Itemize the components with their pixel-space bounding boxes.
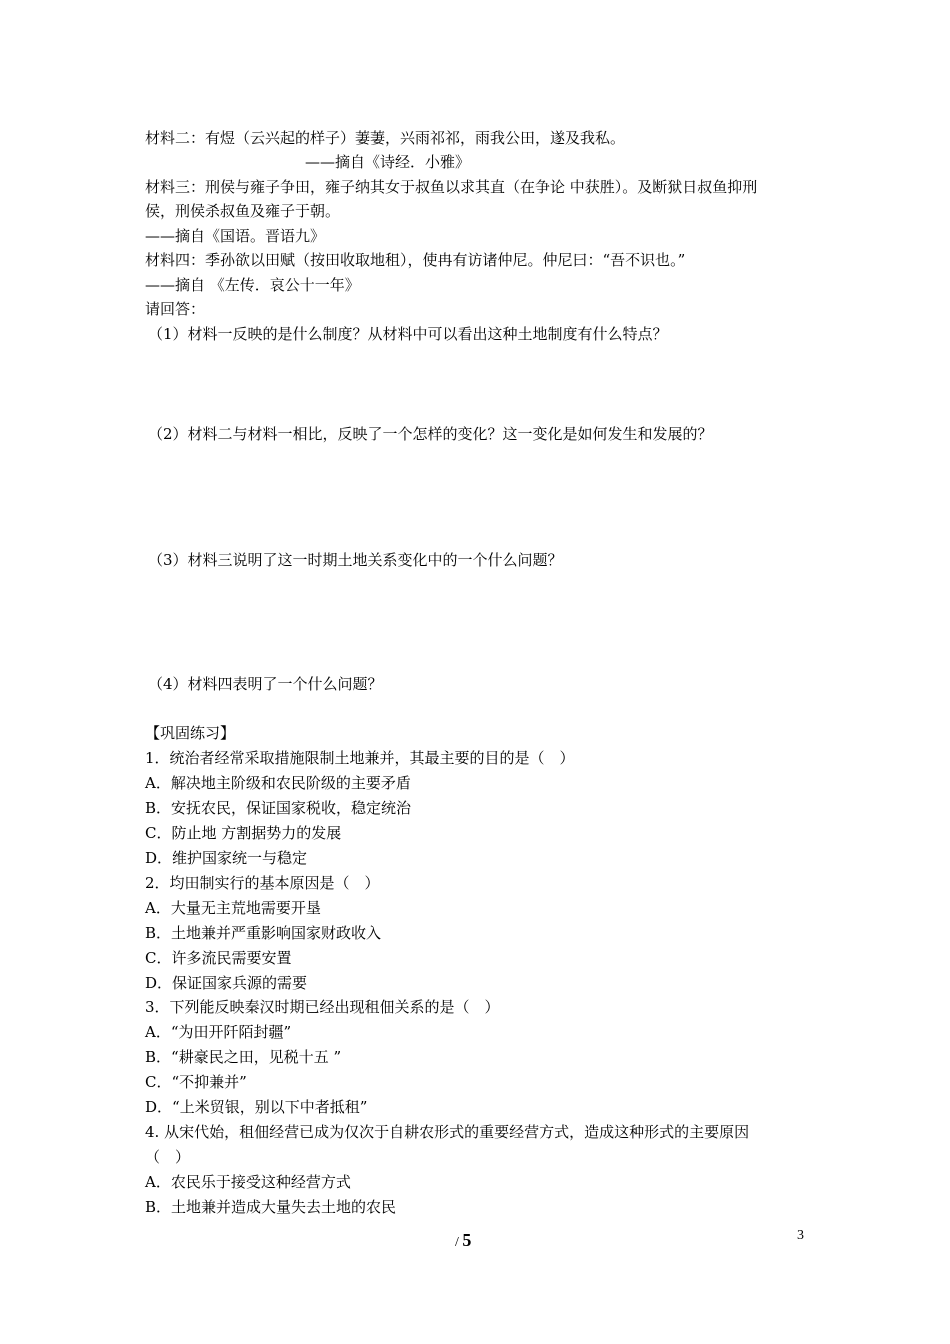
practice-4-stem-line-1: 4. 从宋代始，租佃经营已成为仅次于自耕农形式的重要经营方式，造成这种形式的主要原因 (145, 1123, 750, 1141)
practice-4-option-b: B．土地兼并造成大量失去土地的农民 (145, 1198, 397, 1216)
question-4: （4）材料四表明了一个什么问题？ (148, 675, 383, 693)
practice-2-option-d: D．保证国家兵源的需要 (145, 974, 308, 992)
question-1: （1）材料一反映的是什么制度？从材料中可以看出这种土地制度有什么特点？ (148, 325, 668, 343)
total-pages: 5 (462, 1230, 472, 1250)
page-separator: / (455, 1235, 459, 1250)
practice-2-option-b: B．土地兼并严重影响国家财政收入 (145, 924, 382, 942)
practice-1-option-a: A．解决地主阶级和农民阶级的主要矛盾 (145, 774, 411, 792)
material-3-text-line-2: 侯，刑侯杀叔鱼及雍子于朝。 (145, 202, 341, 220)
question-2: （2）材料二与材料一相比，反映了一个怎样的变化？这一变化是如何发生和发展的？ (148, 425, 713, 443)
practice-4-option-a: A．农民乐于接受这种经营方式 (145, 1173, 351, 1191)
page-total (455, 1228, 471, 1255)
practice-2-stem: 2．均田制实行的基本原因是（ ） (145, 874, 380, 892)
practice-3-stem: 3．下列能反映秦汉时期已经出现租佃关系的是（ ） (145, 998, 500, 1016)
material-3-text-line-1: 材料三：刑侯与雍子争田，雍子纳其女于叔鱼以求其直（在争论 中获胜）。及断狱日叔鱼抑刑 (145, 178, 758, 196)
material-2-source: ——摘自《诗经．小雅》 (305, 153, 471, 171)
answer-prompt: 请回答： (145, 300, 206, 318)
practice-1-option-d: D．维护国家统一与稳定 (145, 849, 308, 867)
practice-3-option-d: D．“上米贸银，别以下中者抵租” (145, 1098, 368, 1116)
material-4-source: ——摘自 《左传．哀公十一年》 (145, 276, 360, 294)
practice-1-option-b: B．安抚农民，保证国家税收，稳定统治 (145, 799, 412, 817)
practice-1-stem: 1．统治者经常采取措施限制土地兼并，其最主要的目的是（ ） (145, 749, 575, 767)
page-number: 3 (797, 1228, 804, 1243)
question-3: （3）材料三说明了这一时期土地关系变化中的一个什么问题？ (148, 551, 563, 569)
practice-4-stem-line-2: （ ） (145, 1148, 191, 1166)
practice-3-option-b: B．“耕豪民之田，见税十五 ” (145, 1048, 342, 1066)
material-2-text: 材料二：有煜（云兴起的样子）萋萋，兴雨祁祁，雨我公田，遂及我私。 (145, 129, 626, 147)
material-3-source: ——摘自《国语。晋语九》 (145, 227, 326, 245)
practice-3-option-a: A．“为田开阡陌封疆” (145, 1023, 292, 1041)
practice-2-option-c: C．许多流民需要安置 (145, 949, 292, 967)
material-4-text: 材料四：季孙欲以田赋（按田收取地租），使冉有访诸仲尼。仲尼曰：“吾不识也。” (145, 251, 686, 269)
practice-2-option-a: A．大量无主荒地需要开垦 (145, 899, 321, 917)
practice-heading: 【巩固练习】 (145, 724, 236, 742)
practice-3-option-c: C．“不抑兼并” (145, 1073, 247, 1091)
practice-1-option-c: C．防止地 方割据势力的发展 (145, 824, 342, 842)
